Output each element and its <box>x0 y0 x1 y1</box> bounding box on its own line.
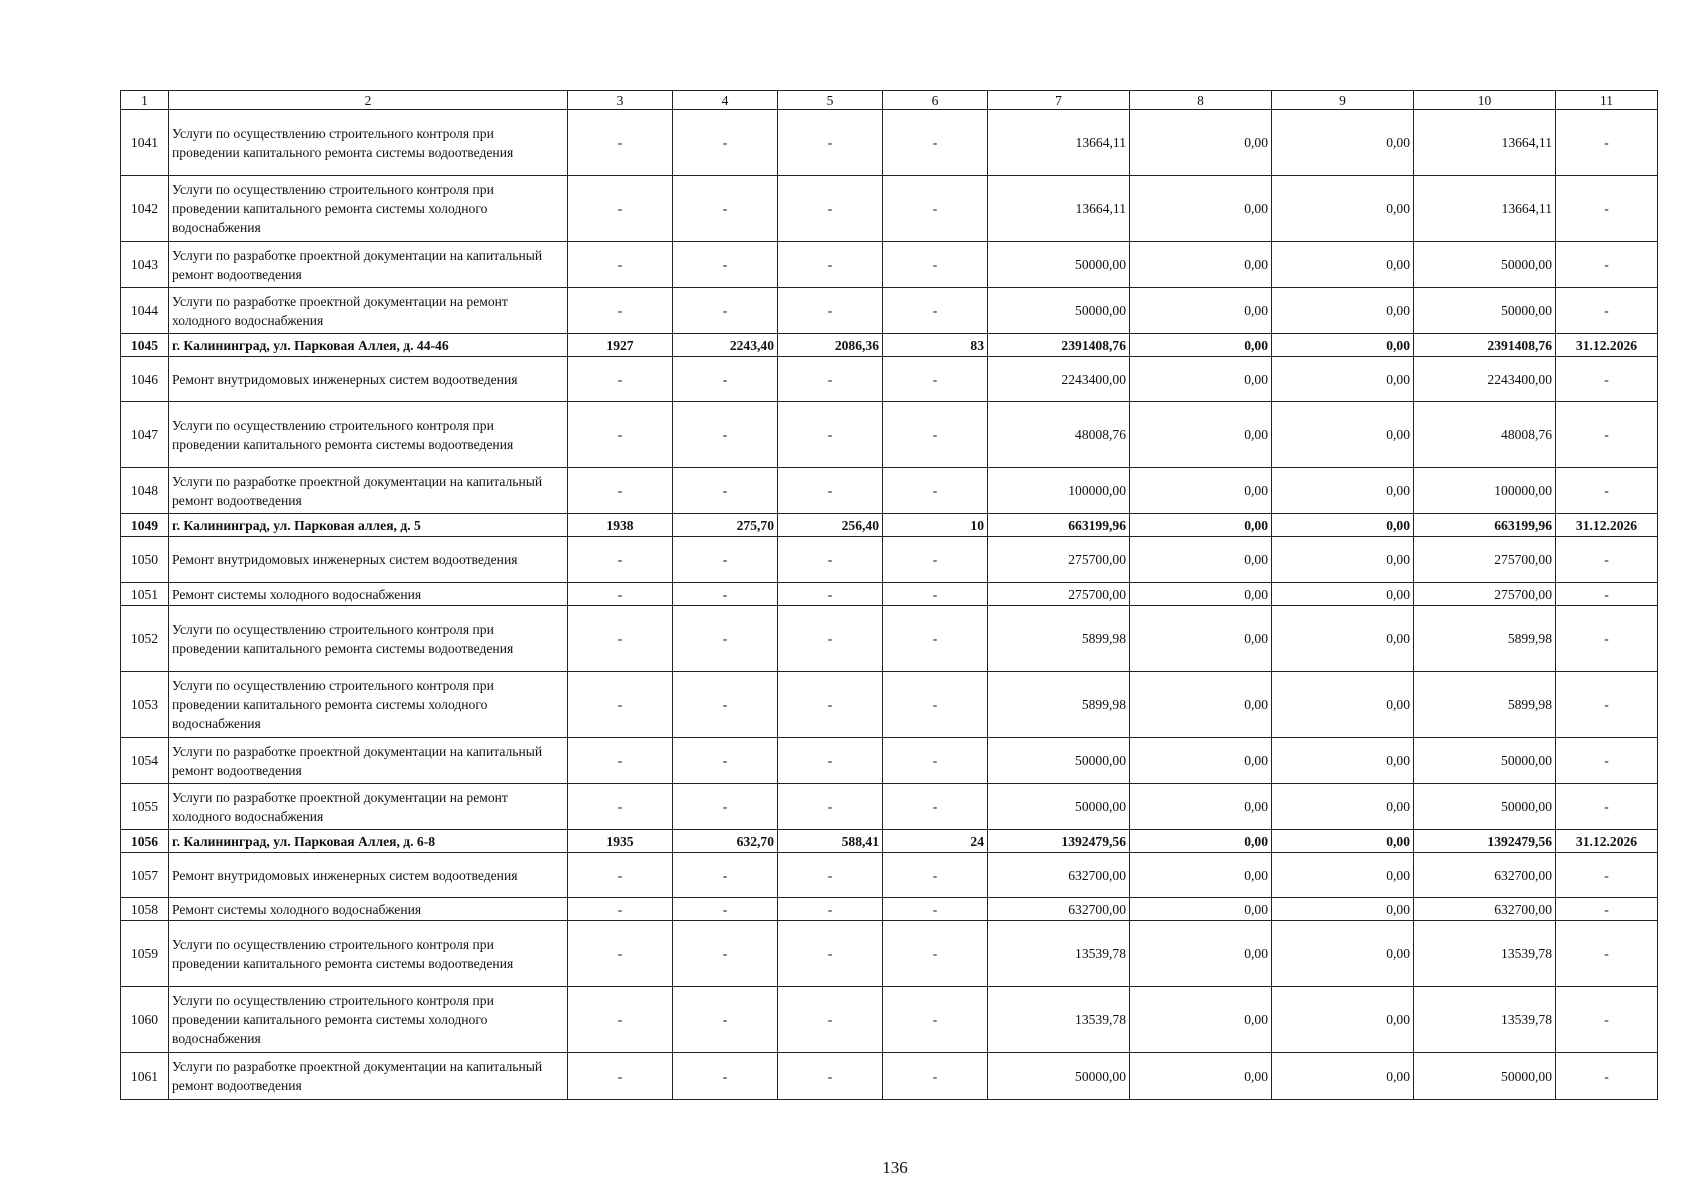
row-number: 1041 <box>121 110 169 176</box>
column-number-header-row <box>121 91 1658 110</box>
col-6-value: - <box>883 583 988 606</box>
col-5-value: 588,41 <box>778 830 883 853</box>
col-3-value: - <box>568 537 673 583</box>
col-7-value: 632700,00 <box>988 898 1130 921</box>
col-4-value: - <box>673 468 778 514</box>
col-8-value: 0,00 <box>1130 784 1272 830</box>
col-11-value: - <box>1556 898 1658 921</box>
table-row <box>121 288 1658 334</box>
col-4-value: 2243,40 <box>673 334 778 357</box>
table-row <box>121 176 1658 242</box>
col-7-value: 50000,00 <box>988 1053 1130 1100</box>
row-number: 1054 <box>121 738 169 784</box>
col-11-value: - <box>1556 784 1658 830</box>
col-8-value: 0,00 <box>1130 672 1272 738</box>
col-6-value: - <box>883 987 988 1053</box>
col-9-value: 0,00 <box>1272 830 1414 853</box>
col-11-value: 31.12.2026 <box>1556 514 1658 537</box>
col-6-value: - <box>883 468 988 514</box>
col-10-value: 48008,76 <box>1414 402 1556 468</box>
col-11-value: - <box>1556 537 1658 583</box>
col-5-value: - <box>778 537 883 583</box>
col-5-value: - <box>778 853 883 898</box>
col-4-value: - <box>673 987 778 1053</box>
col-8-value: 0,00 <box>1130 583 1272 606</box>
col-6-value: - <box>883 176 988 242</box>
col-4-value: - <box>673 537 778 583</box>
col-3-value: - <box>568 583 673 606</box>
col-4-value: - <box>673 402 778 468</box>
table-row <box>121 830 1658 853</box>
col-8-value: 0,00 <box>1130 357 1272 402</box>
col-8-value: 0,00 <box>1130 110 1272 176</box>
row-number: 1057 <box>121 853 169 898</box>
table-row <box>121 784 1658 830</box>
col-3-value: 1927 <box>568 334 673 357</box>
table-row <box>121 402 1658 468</box>
column-header-4: 4 <box>673 91 778 110</box>
col-10-value: 50000,00 <box>1414 242 1556 288</box>
row-description: Услуги по осуществлению строительного контроля при проведении капитального ремонта системы водоотведения <box>169 110 568 176</box>
col-9-value: 0,00 <box>1272 672 1414 738</box>
col-11-value: - <box>1556 110 1658 176</box>
col-4-value: - <box>673 606 778 672</box>
row-number: 1048 <box>121 468 169 514</box>
table-row <box>121 334 1658 357</box>
col-8-value: 0,00 <box>1130 176 1272 242</box>
table-row <box>121 738 1658 784</box>
col-9-value: 0,00 <box>1272 537 1414 583</box>
col-9-value: 0,00 <box>1272 1053 1414 1100</box>
col-9-value: 0,00 <box>1272 921 1414 987</box>
col-11-value: 31.12.2026 <box>1556 334 1658 357</box>
table-row <box>121 537 1658 583</box>
col-7-value: 275700,00 <box>988 537 1130 583</box>
col-4-value: - <box>673 176 778 242</box>
col-7-value: 5899,98 <box>988 606 1130 672</box>
col-3-value: - <box>568 1053 673 1100</box>
col-9-value: 0,00 <box>1272 738 1414 784</box>
col-10-value: 663199,96 <box>1414 514 1556 537</box>
row-description: Услуги по разработке проектной документации на ремонт холодного водоснабжения <box>169 784 568 830</box>
col-9-value: 0,00 <box>1272 288 1414 334</box>
row-description: г. Калининград, ул. Парковая Аллея, д. 6-8 <box>169 830 568 853</box>
col-9-value: 0,00 <box>1272 898 1414 921</box>
col-3-value: - <box>568 987 673 1053</box>
row-number: 1047 <box>121 402 169 468</box>
col-5-value: - <box>778 110 883 176</box>
col-10-value: 50000,00 <box>1414 288 1556 334</box>
col-10-value: 50000,00 <box>1414 738 1556 784</box>
column-header-7: 7 <box>988 91 1130 110</box>
col-5-value: - <box>778 402 883 468</box>
col-4-value: - <box>673 921 778 987</box>
col-8-value: 0,00 <box>1130 514 1272 537</box>
col-4-value: - <box>673 1053 778 1100</box>
table-row <box>121 583 1658 606</box>
row-description: Услуги по осуществлению строительного контроля при проведении капитального ремонта системы холодного водоснабжения <box>169 987 568 1053</box>
row-description: Ремонт внутридомовых инженерных систем водоотведения <box>169 357 568 402</box>
col-8-value: 0,00 <box>1130 334 1272 357</box>
col-9-value: 0,00 <box>1272 110 1414 176</box>
col-8-value: 0,00 <box>1130 402 1272 468</box>
col-5-value: 256,40 <box>778 514 883 537</box>
col-9-value: 0,00 <box>1272 784 1414 830</box>
column-header-2: 2 <box>169 91 568 110</box>
col-3-value: 1938 <box>568 514 673 537</box>
row-description: Услуги по разработке проектной документации на капитальный ремонт водоотведения <box>169 1053 568 1100</box>
col-8-value: 0,00 <box>1130 288 1272 334</box>
col-3-value: - <box>568 784 673 830</box>
table-row <box>121 468 1658 514</box>
col-9-value: 0,00 <box>1272 583 1414 606</box>
row-number: 1045 <box>121 334 169 357</box>
col-9-value: 0,00 <box>1272 357 1414 402</box>
col-7-value: 1392479,56 <box>988 830 1130 853</box>
col-5-value: - <box>778 606 883 672</box>
col-6-value: - <box>883 738 988 784</box>
col-10-value: 632700,00 <box>1414 853 1556 898</box>
col-11-value: - <box>1556 738 1658 784</box>
col-11-value: - <box>1556 176 1658 242</box>
col-7-value: 13664,11 <box>988 110 1130 176</box>
col-7-value: 5899,98 <box>988 672 1130 738</box>
row-number: 1042 <box>121 176 169 242</box>
col-7-value: 663199,96 <box>988 514 1130 537</box>
row-description: Услуги по осуществлению строительного контроля при проведении капитального ремонта системы водоотведения <box>169 402 568 468</box>
col-11-value: - <box>1556 672 1658 738</box>
col-4-value: - <box>673 242 778 288</box>
col-5-value: - <box>778 672 883 738</box>
row-description: Ремонт системы холодного водоснабжения <box>169 898 568 921</box>
col-5-value: - <box>778 583 883 606</box>
col-10-value: 13664,11 <box>1414 110 1556 176</box>
col-3-value: - <box>568 288 673 334</box>
col-9-value: 0,00 <box>1272 853 1414 898</box>
col-3-value: - <box>568 672 673 738</box>
table-row <box>121 242 1658 288</box>
col-9-value: 0,00 <box>1272 242 1414 288</box>
col-7-value: 50000,00 <box>988 784 1130 830</box>
table-row <box>121 672 1658 738</box>
col-8-value: 0,00 <box>1130 987 1272 1053</box>
row-number: 1044 <box>121 288 169 334</box>
document-table <box>120 90 1658 1100</box>
row-description: г. Калининград, ул. Парковая аллея, д. 5 <box>169 514 568 537</box>
col-8-value: 0,00 <box>1130 242 1272 288</box>
col-3-value: - <box>568 242 673 288</box>
row-number: 1051 <box>121 583 169 606</box>
row-number: 1053 <box>121 672 169 738</box>
col-9-value: 0,00 <box>1272 987 1414 1053</box>
row-number: 1060 <box>121 987 169 1053</box>
col-4-value: - <box>673 583 778 606</box>
table-row <box>121 898 1658 921</box>
row-description: Ремонт внутридомовых инженерных систем водоотведения <box>169 853 568 898</box>
col-5-value: - <box>778 898 883 921</box>
column-header-3: 3 <box>568 91 673 110</box>
col-8-value: 0,00 <box>1130 468 1272 514</box>
col-9-value: 0,00 <box>1272 468 1414 514</box>
col-5-value: - <box>778 921 883 987</box>
col-10-value: 13664,11 <box>1414 176 1556 242</box>
col-10-value: 13539,78 <box>1414 987 1556 1053</box>
column-header-8: 8 <box>1130 91 1272 110</box>
col-4-value: - <box>673 784 778 830</box>
table-row <box>121 514 1658 537</box>
row-description: г. Калининград, ул. Парковая Аллея, д. 44-46 <box>169 334 568 357</box>
col-3-value: - <box>568 738 673 784</box>
col-3-value: - <box>568 402 673 468</box>
col-6-value: - <box>883 853 988 898</box>
col-10-value: 632700,00 <box>1414 898 1556 921</box>
col-4-value: - <box>673 110 778 176</box>
col-5-value: - <box>778 1053 883 1100</box>
col-5-value: - <box>778 987 883 1053</box>
row-description: Услуги по осуществлению строительного контроля при проведении капитального ремонта системы холодного водоснабжения <box>169 672 568 738</box>
col-7-value: 632700,00 <box>988 853 1130 898</box>
col-3-value: - <box>568 110 673 176</box>
col-4-value: - <box>673 288 778 334</box>
col-7-value: 50000,00 <box>988 288 1130 334</box>
column-header-11: 11 <box>1556 91 1658 110</box>
col-10-value: 275700,00 <box>1414 537 1556 583</box>
col-10-value: 50000,00 <box>1414 784 1556 830</box>
col-10-value: 2243400,00 <box>1414 357 1556 402</box>
row-description: Ремонт системы холодного водоснабжения <box>169 583 568 606</box>
col-5-value: - <box>778 784 883 830</box>
col-8-value: 0,00 <box>1130 738 1272 784</box>
col-9-value: 0,00 <box>1272 514 1414 537</box>
col-6-value: 83 <box>883 334 988 357</box>
col-3-value: - <box>568 853 673 898</box>
col-8-value: 0,00 <box>1130 830 1272 853</box>
col-8-value: 0,00 <box>1130 853 1272 898</box>
row-number: 1043 <box>121 242 169 288</box>
col-11-value: - <box>1556 288 1658 334</box>
col-6-value: - <box>883 921 988 987</box>
col-10-value: 275700,00 <box>1414 583 1556 606</box>
col-5-value: - <box>778 288 883 334</box>
col-4-value: - <box>673 853 778 898</box>
col-9-value: 0,00 <box>1272 176 1414 242</box>
col-11-value: - <box>1556 1053 1658 1100</box>
col-10-value: 5899,98 <box>1414 672 1556 738</box>
col-3-value: - <box>568 898 673 921</box>
col-7-value: 100000,00 <box>988 468 1130 514</box>
col-3-value: - <box>568 468 673 514</box>
row-description: Услуги по осуществлению строительного контроля при проведении капитального ремонта системы водоотведения <box>169 921 568 987</box>
row-description: Услуги по осуществлению строительного контроля при проведении капитального ремонта системы холодного водоснабжения <box>169 176 568 242</box>
col-6-value: - <box>883 110 988 176</box>
col-11-value: - <box>1556 583 1658 606</box>
row-description: Услуги по разработке проектной документации на ремонт холодного водоснабжения <box>169 288 568 334</box>
col-9-value: 0,00 <box>1272 402 1414 468</box>
col-6-value: - <box>883 1053 988 1100</box>
col-4-value: - <box>673 738 778 784</box>
col-3-value: - <box>568 921 673 987</box>
table-row <box>121 110 1658 176</box>
table-body <box>121 91 1658 1100</box>
col-7-value: 13539,78 <box>988 921 1130 987</box>
table-row <box>121 357 1658 402</box>
col-10-value: 13539,78 <box>1414 921 1556 987</box>
row-number: 1049 <box>121 514 169 537</box>
table-row <box>121 606 1658 672</box>
col-7-value: 13664,11 <box>988 176 1130 242</box>
col-6-value: - <box>883 402 988 468</box>
col-8-value: 0,00 <box>1130 537 1272 583</box>
col-8-value: 0,00 <box>1130 606 1272 672</box>
col-4-value: 275,70 <box>673 514 778 537</box>
table-row <box>121 1053 1658 1100</box>
row-number: 1046 <box>121 357 169 402</box>
row-number: 1052 <box>121 606 169 672</box>
col-10-value: 2391408,76 <box>1414 334 1556 357</box>
col-11-value: - <box>1556 402 1658 468</box>
col-4-value: - <box>673 898 778 921</box>
col-11-value: - <box>1556 242 1658 288</box>
row-description: Услуги по разработке проектной документации на капитальный ремонт водоотведения <box>169 242 568 288</box>
col-5-value: 2086,36 <box>778 334 883 357</box>
col-6-value: 10 <box>883 514 988 537</box>
col-10-value: 50000,00 <box>1414 1053 1556 1100</box>
col-5-value: - <box>778 738 883 784</box>
col-7-value: 275700,00 <box>988 583 1130 606</box>
row-number: 1055 <box>121 784 169 830</box>
col-5-value: - <box>778 357 883 402</box>
col-6-value: - <box>883 898 988 921</box>
col-7-value: 50000,00 <box>988 242 1130 288</box>
col-3-value: - <box>568 176 673 242</box>
col-8-value: 0,00 <box>1130 1053 1272 1100</box>
column-header-1: 1 <box>121 91 169 110</box>
page-number: 136 <box>882 1158 908 1177</box>
row-description: Услуги по разработке проектной документации на капитальный ремонт водоотведения <box>169 738 568 784</box>
col-9-value: 0,00 <box>1272 606 1414 672</box>
col-7-value: 2243400,00 <box>988 357 1130 402</box>
col-6-value: - <box>883 606 988 672</box>
col-9-value: 0,00 <box>1272 334 1414 357</box>
col-11-value: - <box>1556 921 1658 987</box>
col-7-value: 2391408,76 <box>988 334 1130 357</box>
col-7-value: 50000,00 <box>988 738 1130 784</box>
col-10-value: 5899,98 <box>1414 606 1556 672</box>
col-5-value: - <box>778 468 883 514</box>
col-6-value: - <box>883 784 988 830</box>
col-6-value: - <box>883 242 988 288</box>
col-10-value: 100000,00 <box>1414 468 1556 514</box>
column-header-6: 6 <box>883 91 988 110</box>
col-11-value: - <box>1556 357 1658 402</box>
col-6-value: - <box>883 672 988 738</box>
col-4-value: - <box>673 672 778 738</box>
column-header-9: 9 <box>1272 91 1414 110</box>
row-number: 1059 <box>121 921 169 987</box>
col-6-value: 24 <box>883 830 988 853</box>
col-6-value: - <box>883 288 988 334</box>
row-description: Ремонт внутридомовых инженерных систем водоотведения <box>169 537 568 583</box>
table-row <box>121 921 1658 987</box>
col-6-value: - <box>883 537 988 583</box>
col-10-value: 1392479,56 <box>1414 830 1556 853</box>
col-3-value: - <box>568 606 673 672</box>
row-description: Услуги по осуществлению строительного контроля при проведении капитального ремонта системы водоотведения <box>169 606 568 672</box>
col-11-value: 31.12.2026 <box>1556 830 1658 853</box>
col-5-value: - <box>778 242 883 288</box>
col-6-value: - <box>883 357 988 402</box>
col-3-value: - <box>568 357 673 402</box>
table-row <box>121 987 1658 1053</box>
col-11-value: - <box>1556 853 1658 898</box>
col-5-value: - <box>778 176 883 242</box>
col-8-value: 0,00 <box>1130 898 1272 921</box>
column-header-10: 10 <box>1414 91 1556 110</box>
row-number: 1061 <box>121 1053 169 1100</box>
row-number: 1056 <box>121 830 169 853</box>
col-4-value: - <box>673 357 778 402</box>
row-number: 1058 <box>121 898 169 921</box>
row-description: Услуги по разработке проектной документации на капитальный ремонт водоотведения <box>169 468 568 514</box>
col-7-value: 13539,78 <box>988 987 1130 1053</box>
row-number: 1050 <box>121 537 169 583</box>
col-4-value: 632,70 <box>673 830 778 853</box>
col-3-value: 1935 <box>568 830 673 853</box>
table-row <box>121 853 1658 898</box>
col-11-value: - <box>1556 606 1658 672</box>
col-8-value: 0,00 <box>1130 921 1272 987</box>
col-11-value: - <box>1556 468 1658 514</box>
column-header-5: 5 <box>778 91 883 110</box>
col-11-value: - <box>1556 987 1658 1053</box>
col-7-value: 48008,76 <box>988 402 1130 468</box>
